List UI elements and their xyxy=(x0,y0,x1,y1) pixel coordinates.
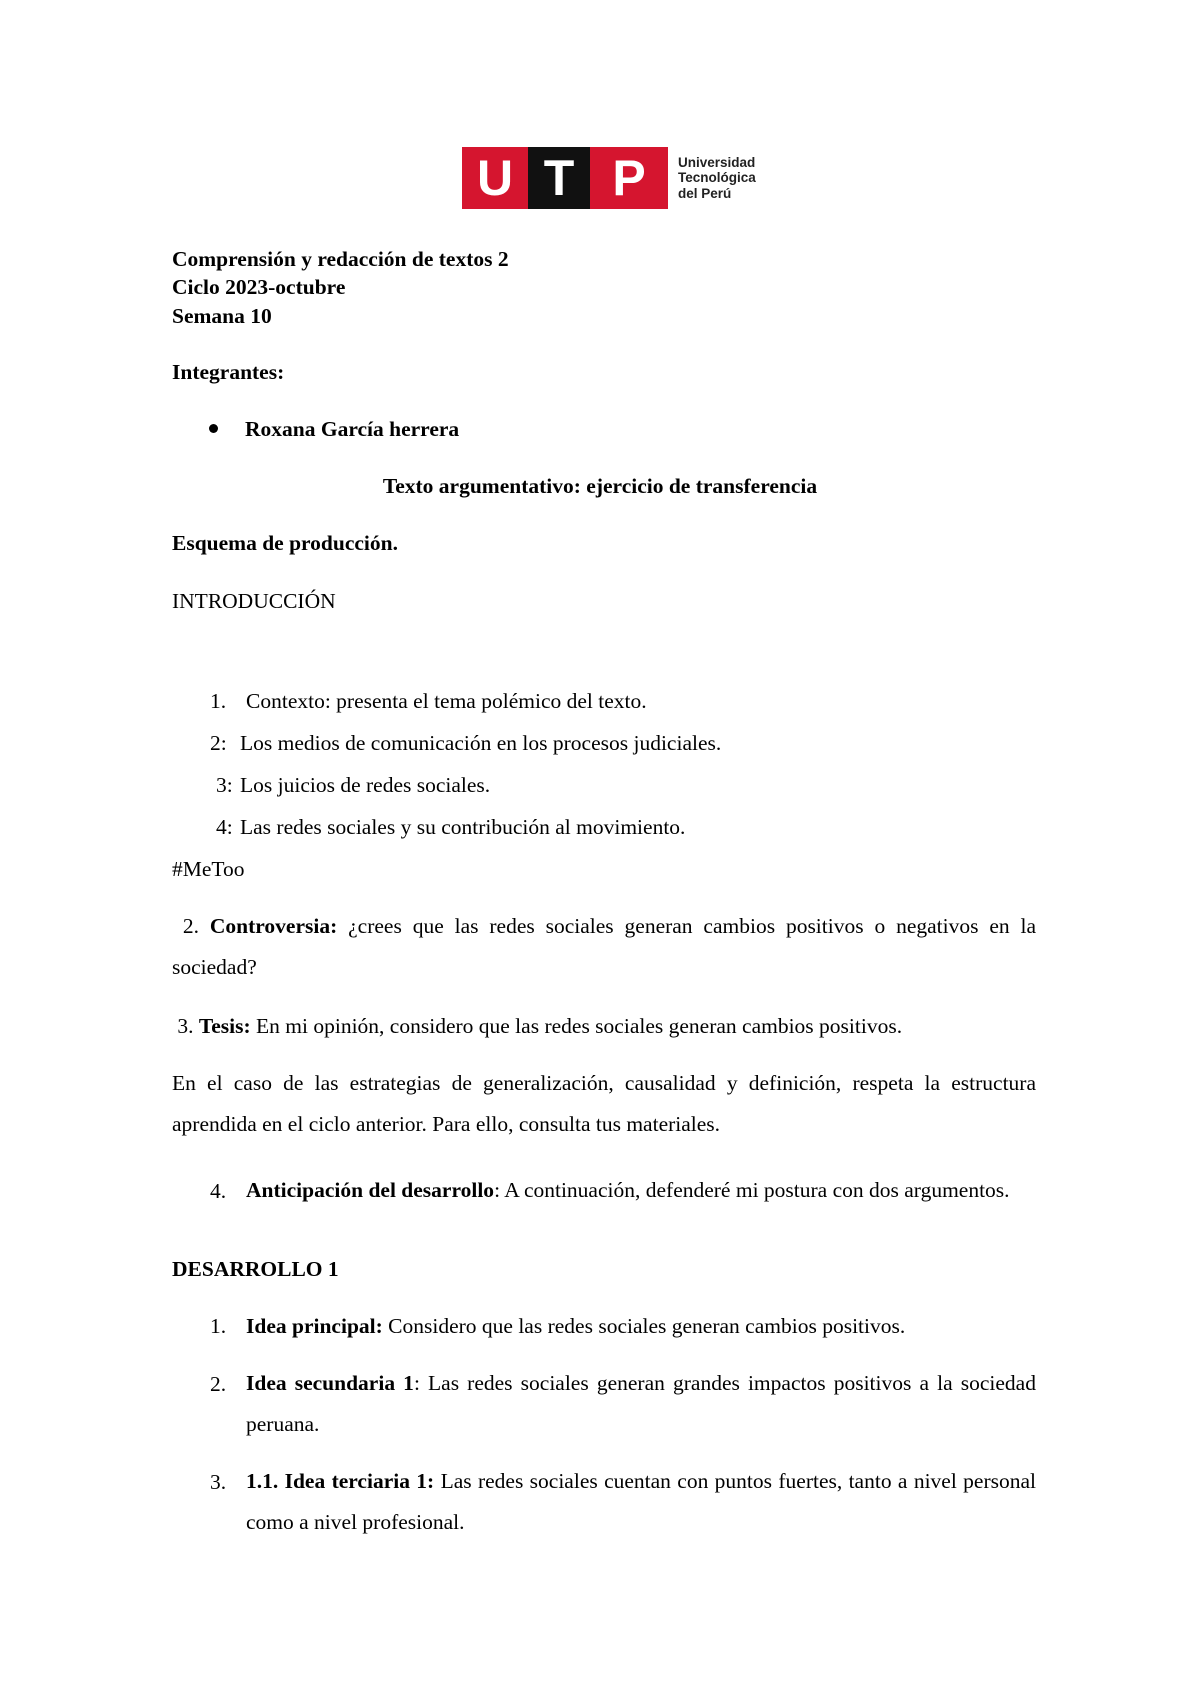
controversy-num: 2. xyxy=(182,914,199,938)
logo-university-name xyxy=(678,155,756,202)
context-item-text: Los medios de comunicación en los procesos judiciales. xyxy=(240,731,722,755)
strategy-note: En el caso de las estrategias de generalización, causalidad y definición, respeta la estructura aprendida en el ciclo anterior. Para ello, consulta tus materiales. xyxy=(172,1071,1036,1136)
context-item-num: 4: xyxy=(216,815,233,839)
anticipation-paragraph xyxy=(246,1170,1036,1211)
logo-name-line-1: Universidad xyxy=(678,154,756,170)
context-item-text: Contexto: presenta el tema polémico del texto. xyxy=(246,689,647,713)
development-item xyxy=(246,1313,905,1339)
logo-letter-t: T xyxy=(528,147,590,209)
bullet-icon xyxy=(209,424,218,433)
context-item-num: 2: xyxy=(210,731,227,755)
controversy-paragraph xyxy=(172,906,1036,988)
development-item xyxy=(246,1461,1036,1543)
development-heading: DESARROLLO 1 xyxy=(172,1257,339,1281)
scheme-label: Esquema de producción. xyxy=(172,531,398,555)
context-item-num: 1. xyxy=(210,689,227,713)
logo-letter-u: U xyxy=(462,147,528,209)
logo-name-line-2: Tecnológica xyxy=(678,170,756,186)
development-item-num: 1. xyxy=(210,1314,227,1338)
page-title: Texto argumentativo: ejercicio de transferencia xyxy=(382,474,818,498)
thesis-text: En mi opinión, considero que las redes sociales generan cambios positivos. xyxy=(256,1014,903,1038)
controversy-label: Controversia: xyxy=(209,914,338,938)
members-label: Integrantes: xyxy=(172,360,285,384)
anticipation-text: : A continuación, defenderé mi postura con dos argumentos. xyxy=(494,1178,1010,1202)
week-label: Semana 10 xyxy=(172,304,272,328)
development-item-label: Idea secundaria 1 xyxy=(246,1371,414,1395)
utp-logo xyxy=(462,147,756,209)
anticipation-num: 4. xyxy=(210,1179,227,1203)
thesis-num: 3. xyxy=(177,1014,194,1038)
logo-name-line-3: del Perú xyxy=(678,185,732,201)
context-item-text: Las redes sociales y su contribución al movimiento. xyxy=(240,815,686,839)
thesis-paragraph xyxy=(172,1013,902,1039)
anticipation-label: Anticipación del desarrollo xyxy=(246,1178,495,1202)
context-item-text: Los juicios de redes sociales. xyxy=(240,773,491,797)
development-item xyxy=(246,1363,1036,1445)
development-item-text: Considero que las redes sociales generan cambios positivos. xyxy=(382,1314,906,1338)
thesis-label: Tesis: xyxy=(198,1014,251,1038)
development-item-num: 3. xyxy=(210,1470,227,1494)
member-name: Roxana García herrera xyxy=(245,417,460,441)
development-item-label: Idea principal: xyxy=(246,1314,383,1338)
course-title: Comprensión y redacción de textos 2 xyxy=(172,247,509,271)
development-item-label: 1.1. Idea terciaria 1: xyxy=(246,1469,435,1493)
intro-heading: INTRODUCCIÓN xyxy=(172,589,336,613)
development-item-text: Las redes sociales cuentan con puntos fuertes, tanto a nivel personal como a nivel profesional. xyxy=(246,1469,1036,1534)
controversy-text: ¿crees que las redes sociales generan cambios positivos o negativos en la sociedad? xyxy=(172,914,1037,979)
cycle-label: Ciclo 2023-octubre xyxy=(172,275,346,299)
context-item-num: 3: xyxy=(216,773,233,797)
logo-letter-p: P xyxy=(590,147,668,209)
hashtag: #MeToo xyxy=(172,857,245,881)
development-item-text: : Las redes sociales generan grandes impactos positivos a la sociedad peruana. xyxy=(246,1371,1036,1436)
development-item-num: 2. xyxy=(210,1372,227,1396)
